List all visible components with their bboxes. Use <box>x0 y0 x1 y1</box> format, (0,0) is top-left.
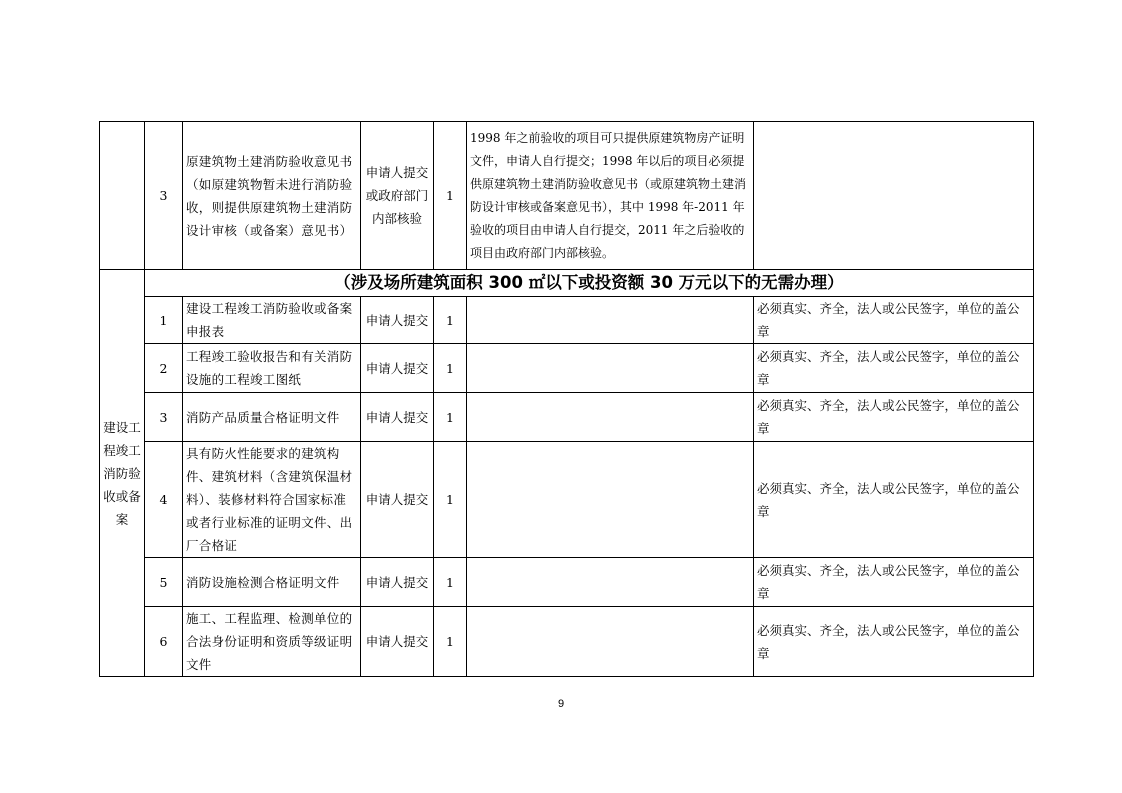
material-name: 消防设施检测合格证明文件 <box>183 558 361 607</box>
requirement-text: 必须真实、齐全，法人或公民签字，单位的盖公章 <box>754 442 1034 558</box>
table-row <box>100 607 1034 677</box>
material-name: 具有防火性能要求的建筑构件、建筑材料（含建筑保温材料）、装修材料符合国家标准或者行业标准的证明文件、出厂合格证 <box>183 442 361 558</box>
copy-count: 1 <box>434 607 467 677</box>
submission-source: 申请人提交 <box>361 297 434 344</box>
material-note <box>467 558 754 607</box>
copy-count: 1 <box>434 393 467 442</box>
table-row <box>100 558 1034 607</box>
requirement-text: 必须真实、齐全，法人或公民签字，单位的盖公章 <box>754 297 1034 344</box>
materials-table <box>99 121 1034 677</box>
row-number: 6 <box>145 607 183 677</box>
table-row <box>100 344 1034 393</box>
table-row <box>100 442 1034 558</box>
material-name: 原建筑物土建消防验收意见书（如原建筑物暂未进行消防验收，则提供原建筑物土建消防设计审核（或备案）意见书） <box>183 122 361 270</box>
exemption-banner: （涉及场所建筑面积 300 ㎡以下或投资额 30 万元以下的无需办理） <box>145 270 1034 297</box>
row-number: 2 <box>145 344 183 393</box>
row-number: 1 <box>145 297 183 344</box>
requirement-text: 必须真实、齐全，法人或公民签字，单位的盖公章 <box>754 607 1034 677</box>
material-name: 建设工程竣工消防验收或备案申报表 <box>183 297 361 344</box>
requirement-text: 必须真实、齐全，法人或公民签字，单位的盖公章 <box>754 344 1034 393</box>
copy-count: 1 <box>434 297 467 344</box>
submission-source: 申请人提交 <box>361 344 434 393</box>
category-label: 建设工程竣工消防验收或备案 <box>100 270 145 677</box>
copy-count: 1 <box>434 344 467 393</box>
material-note <box>467 297 754 344</box>
material-note <box>467 393 754 442</box>
requirement-text: 必须真实、齐全，法人或公民签字，单位的盖公章 <box>754 393 1034 442</box>
row-number: 3 <box>145 393 183 442</box>
requirement-text: 必须真实、齐全，法人或公民签字，单位的盖公章 <box>754 558 1034 607</box>
table-row <box>100 122 1034 270</box>
submission-source: 申请人提交 <box>361 442 434 558</box>
table-row <box>100 393 1034 442</box>
material-note <box>467 344 754 393</box>
category-cell-prev <box>100 122 145 270</box>
material-name: 施工、工程监理、检测单位的合法身份证明和资质等级证明文件 <box>183 607 361 677</box>
row-number: 3 <box>145 122 183 270</box>
requirement-text <box>754 122 1034 270</box>
row-number: 5 <box>145 558 183 607</box>
table-row <box>100 297 1034 344</box>
banner-row <box>100 270 1034 297</box>
submission-source: 申请人提交 <box>361 393 434 442</box>
submission-source: 申请人提交 <box>361 607 434 677</box>
copy-count: 1 <box>434 558 467 607</box>
page-number: 9 <box>557 698 565 710</box>
material-note <box>467 442 754 558</box>
row-number: 4 <box>145 442 183 558</box>
submission-source: 申请人提交或政府部门内部核验 <box>361 122 434 270</box>
submission-source: 申请人提交 <box>361 558 434 607</box>
material-note: 1998 年之前验收的项目可只提供原建筑物房产证明文件，申请人自行提交；1998 年以后的项目必须提供原建筑物土建消防验收意见书（或原建筑物土建消防设计审核或备案意见书），其中 1998 年-2011 年验收的项目由申请人自行提交，2011 年之后验收的项目由政府部门内部核验。 <box>467 122 754 270</box>
material-name: 消防产品质量合格证明文件 <box>183 393 361 442</box>
material-note <box>467 607 754 677</box>
material-name: 工程竣工验收报告和有关消防设施的工程竣工图纸 <box>183 344 361 393</box>
copy-count: 1 <box>434 122 467 270</box>
copy-count: 1 <box>434 442 467 558</box>
